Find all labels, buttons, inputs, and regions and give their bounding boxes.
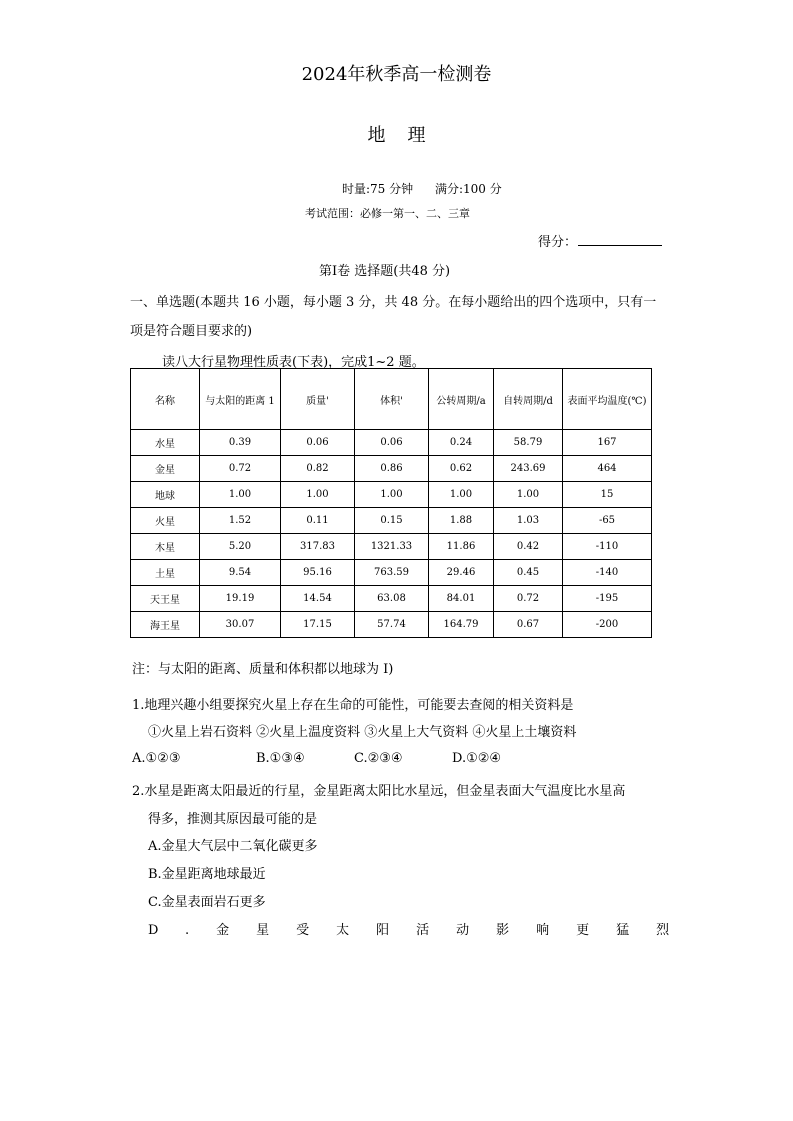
table-cell: -65 (563, 508, 652, 534)
table-cell: 木星 (131, 534, 200, 560)
question-1-stem: 1.地理兴趣小组要探究火星上存在生命的可能性，可能要去查阅的相关资料是 (132, 698, 574, 713)
table-cell: 243.69 (494, 456, 563, 482)
table-cell: 29.46 (429, 560, 494, 586)
table-cell: 0.06 (355, 430, 429, 456)
table-cell: 0.15 (355, 508, 429, 534)
table-cell: 0.45 (494, 560, 563, 586)
table-cell: 0.72 (200, 456, 281, 482)
table-cell: -140 (563, 560, 652, 586)
question-1-choices (132, 751, 501, 766)
table-cell: 0.62 (429, 456, 494, 482)
table-cell: 19.19 (200, 586, 281, 612)
table-cell: 11.86 (429, 534, 494, 560)
table-cell: 58.79 (494, 430, 563, 456)
exam-title: 2024年秋季高一检测卷 (301, 64, 492, 85)
table-cell: -195 (563, 586, 652, 612)
table-cell: 5.20 (200, 534, 281, 560)
score-label: 得分： (538, 235, 578, 250)
full-score: 满分:100 分 (434, 182, 502, 196)
question-2-option-b[interactable]: B.金星距离地球最近 (148, 867, 266, 882)
question-2-option-a[interactable]: A.金星大气层中二氧化碳更多 (148, 839, 318, 854)
table-cell: 464 (563, 456, 652, 482)
table-cell: 0.39 (200, 430, 281, 456)
table-cell: 0.82 (281, 456, 355, 482)
table-header-cell: 体积' (355, 369, 429, 430)
table-cell: 57.74 (355, 612, 429, 638)
table-cell: 1.00 (200, 482, 281, 508)
table-row (131, 586, 652, 612)
table-cell: 1.88 (429, 508, 494, 534)
table-cell: 30.07 (200, 612, 281, 638)
table-header-cell: 公转周期/a (429, 369, 494, 430)
table-header-cell: 表面平均温度(℃) (563, 369, 652, 430)
table-header-cell: 质量' (281, 369, 355, 430)
exam-scope: 考试范围：必修一第一、二、三章 (305, 207, 470, 220)
question-2-option-c[interactable]: C.金星表面岩石更多 (148, 895, 266, 910)
table-cell: 15 (563, 482, 652, 508)
table-cell: 1.03 (494, 508, 563, 534)
table-cell: 763.59 (355, 560, 429, 586)
table-row (131, 560, 652, 586)
table-header-cell: 与太阳的距离 1 (200, 369, 281, 430)
choice-a[interactable]: A.①②③ (132, 751, 181, 766)
instruction-line-1: 一、单选题(本题共 16 小题，每小题 3 分，共 48 分。在每小题给出的四个选项中，只有一 (130, 295, 657, 310)
question-2-stem-line-1: 2.水星是距离太阳最近的行星，金星距离太阳比水星远，但金星表面大气温度比水星高 (132, 784, 626, 799)
table-cell: 1.52 (200, 508, 281, 534)
table-cell: 0.24 (429, 430, 494, 456)
table-cell: 1321.33 (355, 534, 429, 560)
table-cell: -200 (563, 612, 652, 638)
table-header-row (131, 369, 652, 430)
table-note: 注：与太阳的距离、质量和体积都以地球为 I) (132, 662, 394, 677)
table-cell: 84.01 (429, 586, 494, 612)
table-header-cell: 自转周期/d (494, 369, 563, 430)
table-cell: 火星 (131, 508, 200, 534)
question-2-option-d[interactable]: D.金星受太阳活动影响更猛烈 (148, 923, 697, 938)
table-row (131, 612, 652, 638)
table-cell: 164.79 (429, 612, 494, 638)
table-cell: 317.83 (281, 534, 355, 560)
planet-properties-table (130, 368, 652, 638)
table-row (131, 430, 652, 456)
table-cell: 金星 (131, 456, 200, 482)
table-cell: 0.42 (494, 534, 563, 560)
exam-time-info (342, 180, 502, 197)
table-cell: 1.00 (429, 482, 494, 508)
table-cell: 167 (563, 430, 652, 456)
table-cell: 0.86 (355, 456, 429, 482)
subject-title: 地理 (367, 125, 448, 146)
table-cell: 1.00 (494, 482, 563, 508)
table-cell: 0.11 (281, 508, 355, 534)
table-cell: 天王星 (131, 586, 200, 612)
table-cell: 0.06 (281, 430, 355, 456)
table-cell: 95.16 (281, 560, 355, 586)
table-cell: 1.00 (355, 482, 429, 508)
table-row (131, 534, 652, 560)
table-cell: 土星 (131, 560, 200, 586)
table-cell: 水星 (131, 430, 200, 456)
table-cell: 17.15 (281, 612, 355, 638)
table-cell: 0.72 (494, 586, 563, 612)
table-cell: 1.00 (281, 482, 355, 508)
table-cell: 地球 (131, 482, 200, 508)
table-cell: 9.54 (200, 560, 281, 586)
table-header-cell: 名称 (131, 369, 200, 430)
table-cell: 14.54 (281, 586, 355, 612)
section-title: 第Ⅰ卷 选择题(共48 分) (319, 264, 451, 279)
table-cell: 海王星 (131, 612, 200, 638)
instruction-line-2: 项是符合题目要求的) (130, 324, 253, 339)
table-cell: -110 (563, 534, 652, 560)
time-limit: 时量:75 分钟 (342, 182, 414, 196)
table-cell: 0.67 (494, 612, 563, 638)
table-row (131, 456, 652, 482)
table-intro: 读八大行星物理性质表(下表)，完成1~2 题。 (162, 355, 425, 370)
question-2-stem-line-2: 得多，推测其原因最可能的是 (148, 812, 318, 827)
choice-b[interactable]: B.①③④ (256, 751, 305, 766)
question-1-items: ①火星上岩石资料 ②火星上温度资料 ③火星上大气资料 ④火星上土壤资料 (148, 725, 577, 740)
score-blank[interactable] (578, 245, 662, 246)
table-row (131, 482, 652, 508)
table-cell: 63.08 (355, 586, 429, 612)
table-row (131, 508, 652, 534)
choice-c[interactable]: C.②③④ (354, 751, 403, 766)
choice-d[interactable]: D.①②④ (452, 751, 502, 766)
